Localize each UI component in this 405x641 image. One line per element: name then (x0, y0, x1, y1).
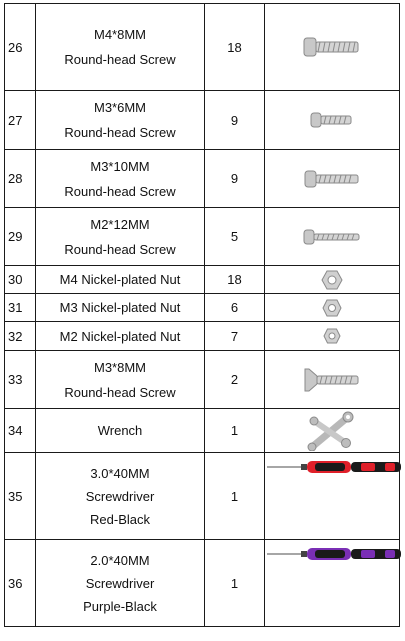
table-row (5, 266, 400, 294)
item-number: 29 (5, 208, 36, 266)
item-image (265, 91, 400, 150)
screw-icon (309, 110, 355, 130)
item-name-line: Round-head Screw (64, 125, 176, 140)
item-name-line: M3 Nickel-plated Nut (59, 300, 181, 315)
item-name-line: Round-head Screw (64, 384, 176, 400)
item-name (36, 4, 205, 91)
item-image (265, 208, 400, 266)
item-number: 36 (5, 540, 36, 627)
screw-icon (303, 168, 361, 190)
item-image (265, 453, 400, 540)
item-quantity: 6 (205, 294, 265, 322)
item-name-line: M3*6MM (93, 100, 146, 115)
table-row (5, 453, 400, 540)
screw-icon (302, 35, 362, 59)
item-name (36, 453, 205, 540)
item-name-line: Screwdriver (85, 488, 155, 504)
item-quantity: 9 (205, 91, 265, 150)
item-quantity: 9 (205, 150, 265, 208)
item-number: 33 (5, 351, 36, 409)
item-name-line: 2.0*40MM (90, 552, 150, 568)
item-image (265, 4, 400, 91)
item-quantity: 1 (205, 540, 265, 627)
item-name-line: Screwdriver (85, 575, 155, 591)
nut-icon (322, 299, 342, 317)
item-quantity: 18 (205, 4, 265, 91)
item-name-line: M3*8MM (93, 359, 146, 375)
item-number: 28 (5, 150, 36, 208)
item-name (36, 150, 205, 208)
purple-black-screwdriver-icon (265, 546, 405, 562)
item-quantity: 2 (205, 351, 265, 409)
item-image (265, 266, 400, 294)
item-quantity: 5 (205, 208, 265, 266)
item-quantity: 1 (205, 409, 265, 453)
table-row (5, 150, 400, 208)
item-name-line: Wrench (97, 423, 143, 438)
table-row (5, 351, 400, 409)
item-quantity: 1 (205, 453, 265, 540)
item-name (36, 540, 205, 627)
item-image (265, 409, 400, 453)
screw-icon (302, 227, 362, 247)
item-quantity: 18 (205, 266, 265, 294)
table-row (5, 409, 400, 453)
nut-icon (323, 328, 341, 344)
item-number: 32 (5, 322, 36, 351)
nut-icon (321, 270, 343, 290)
item-image (265, 351, 400, 409)
cross-wrench-icon (306, 411, 358, 451)
item-name (36, 266, 205, 294)
table-row (5, 4, 400, 91)
item-image (265, 150, 400, 208)
item-name-line: M2*12MM (90, 216, 150, 232)
item-name-line: 3.0*40MM (90, 465, 150, 481)
item-name-line: M2 Nickel-plated Nut (59, 328, 181, 344)
item-name (36, 322, 205, 351)
item-image (265, 322, 400, 351)
item-number: 35 (5, 453, 36, 540)
item-name (36, 351, 205, 409)
item-name-line: Purple-Black (83, 598, 157, 614)
item-name-line: Red-Black (90, 511, 150, 527)
item-quantity: 7 (205, 322, 265, 351)
item-number: 30 (5, 266, 36, 294)
item-name (36, 294, 205, 322)
item-name (36, 208, 205, 266)
table-row (5, 208, 400, 266)
item-number: 34 (5, 409, 36, 453)
table-row (5, 540, 400, 627)
item-name-line: Round-head Screw (64, 52, 176, 67)
countersunk-screw-icon (303, 368, 361, 392)
table-row (5, 294, 400, 322)
item-name (36, 409, 205, 453)
item-name-line: Round-head Screw (64, 183, 176, 199)
table-row (5, 91, 400, 150)
item-number: 26 (5, 4, 36, 91)
item-number: 27 (5, 91, 36, 150)
parts-table (4, 3, 400, 627)
item-name-line: Round-head Screw (64, 241, 176, 257)
item-name (36, 91, 205, 150)
item-name-line: M3*10MM (90, 158, 150, 174)
item-name-line: M4 Nickel-plated Nut (59, 272, 181, 287)
item-name-line: M4*8MM (93, 27, 146, 42)
item-image (265, 294, 400, 322)
item-image (265, 540, 400, 627)
red-black-screwdriver-icon (265, 459, 405, 475)
table-row (5, 322, 400, 351)
item-number: 31 (5, 294, 36, 322)
